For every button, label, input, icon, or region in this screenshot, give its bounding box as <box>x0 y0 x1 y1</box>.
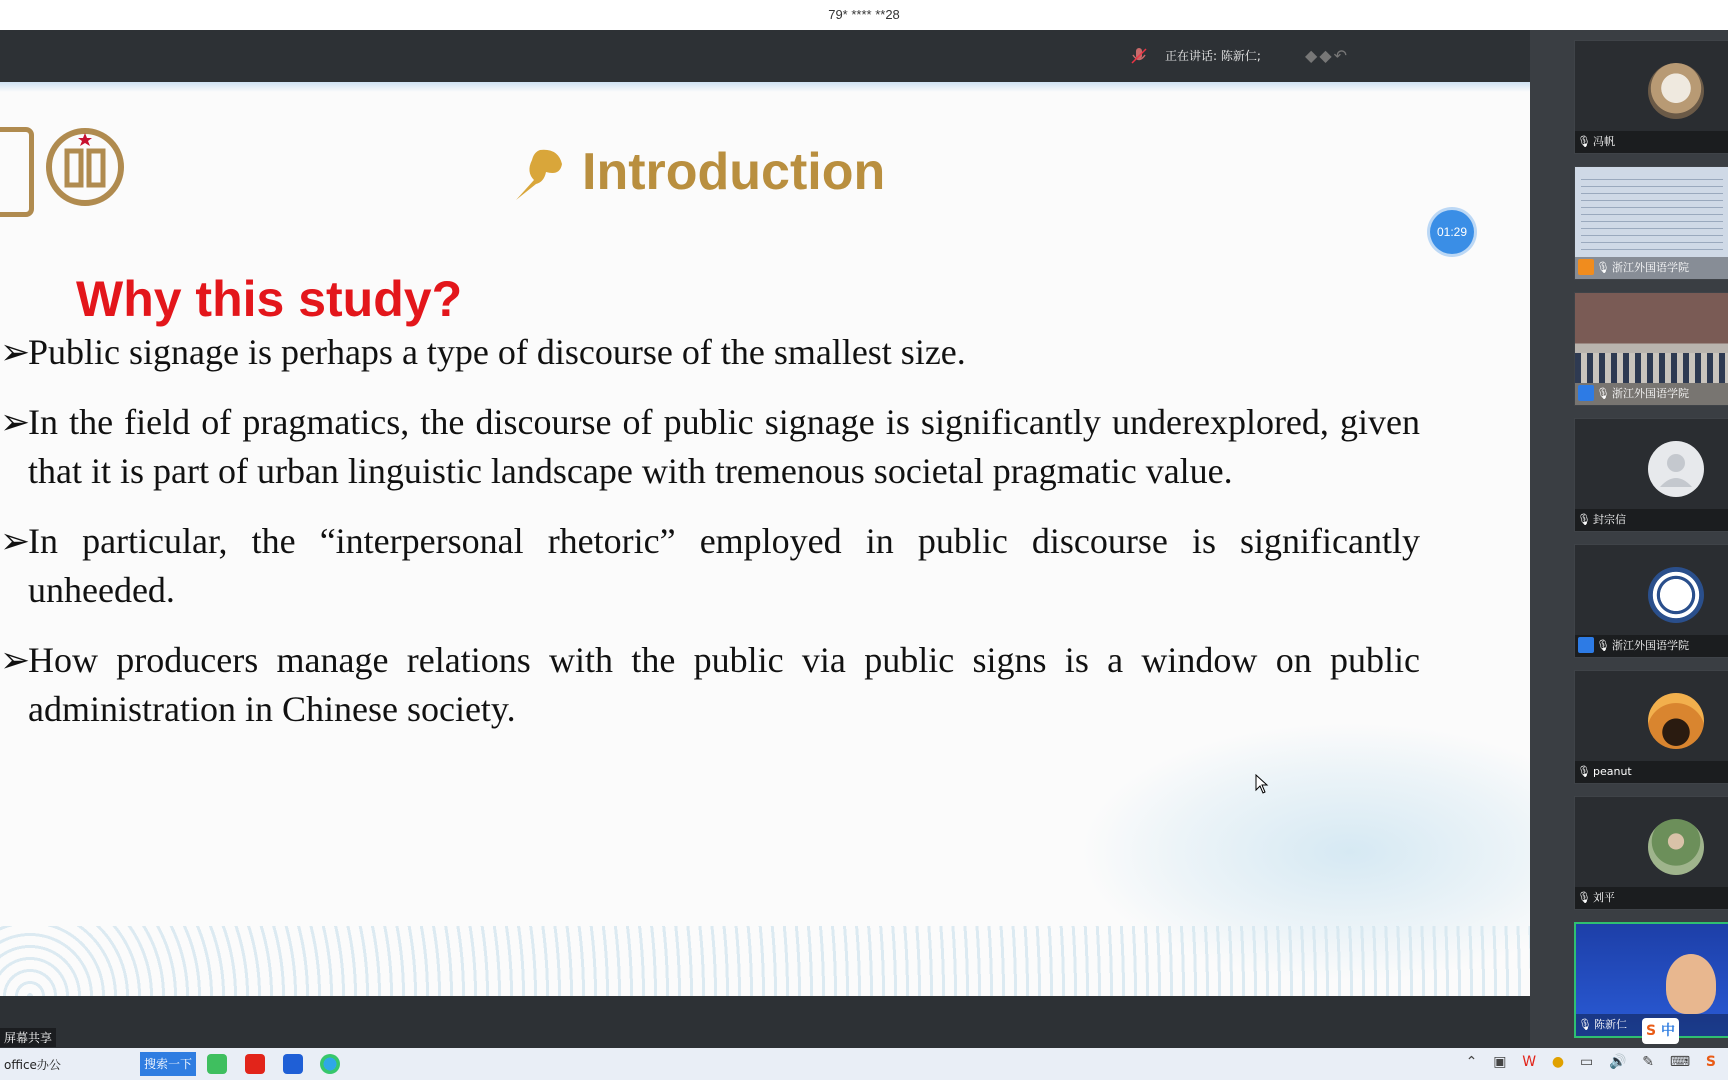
chevron-up-icon[interactable]: ⌃ <box>1465 1054 1478 1070</box>
annotation-tools[interactable] <box>1305 46 1349 65</box>
pen-tool-icon[interactable]: ◆ <box>1305 46 1320 65</box>
participant-name: peanut <box>1593 765 1632 778</box>
seal-logo <box>45 127 125 207</box>
participant-name-bar <box>1575 257 1728 279</box>
photo-avatar <box>1648 819 1704 875</box>
participant-name: 浙江外国语学院 <box>1612 639 1689 652</box>
sogou-tray-icon[interactable]: S <box>1705 1054 1716 1070</box>
bullet-item <box>0 328 1420 377</box>
arrow-bullet-icon: ➢ <box>0 640 31 680</box>
ime-mode: 中 <box>1660 1023 1675 1039</box>
host-person-icon <box>1578 259 1594 275</box>
mic-muted-icon: 🎙 <box>1596 387 1610 400</box>
wps-icon[interactable] <box>245 1054 265 1074</box>
mic-muted-icon: 🎙 <box>1577 513 1591 526</box>
edge-browser-icon[interactable] <box>320 1054 340 1074</box>
meeting-app-icon[interactable] <box>283 1054 303 1074</box>
person-silhouette-icon <box>1648 441 1704 497</box>
shared-slide <box>0 82 1530 996</box>
mic-icon: 🎙 <box>1578 1018 1592 1031</box>
mouse-cursor-icon <box>1255 774 1269 794</box>
taskbar <box>0 1048 1728 1080</box>
window-title: 79* **** **28 <box>828 7 900 22</box>
slide-top-band <box>0 82 1530 92</box>
participant-name-bar <box>1575 131 1728 153</box>
window-title-bar <box>0 0 1728 30</box>
slide-heading: Why this study? <box>76 271 463 327</box>
participant-name: 浙江外国语学院 <box>1612 261 1689 274</box>
volume-icon[interactable]: 🔊 <box>1609 1054 1627 1070</box>
speaker-bar <box>0 30 1530 82</box>
mic-muted-icon: 🎙 <box>1577 135 1591 148</box>
ime-indicator[interactable] <box>1642 1018 1679 1044</box>
participant-name: 浙江外国语学院 <box>1612 387 1689 400</box>
bullet-item <box>0 517 1420 615</box>
bullet-text: In the field of pragmatics, the discourse of public signage is significantly underexplored, given that it is part of urban linguistic landscape with tremenous societal pragmatic value. <box>28 402 1420 491</box>
search-button[interactable]: 搜索一下 <box>140 1052 196 1076</box>
participant-tile[interactable] <box>1574 670 1728 784</box>
participant-name: 冯帆 <box>1593 135 1615 148</box>
participant-tile[interactable] <box>1574 166 1728 280</box>
participant-tile[interactable] <box>1574 544 1728 658</box>
person-icon <box>1578 637 1594 653</box>
speaker-video <box>1666 954 1716 1014</box>
share-bottom-bar <box>0 996 1530 1048</box>
undo-icon[interactable]: ↶ <box>1333 46 1350 65</box>
participant-tile[interactable] <box>1574 796 1728 910</box>
participant-tile[interactable] <box>1574 418 1728 532</box>
office-label[interactable]: office办公 <box>4 1058 61 1072</box>
pen-icon[interactable]: ✎ <box>1642 1054 1655 1070</box>
participant-name-bar <box>1575 509 1728 531</box>
bullet-item <box>0 398 1420 496</box>
university-emblem-logo <box>0 127 34 217</box>
bullet-text: In particular, the “interpersonal rhetoric” employed in public discourse is significantly unheeded. <box>28 521 1420 610</box>
wave-pattern <box>0 926 1530 996</box>
screen-share-label[interactable]: 屏幕共享 <box>0 1028 56 1047</box>
wechat-icon[interactable] <box>207 1054 227 1074</box>
mic-muted-icon: 🎙 <box>1596 639 1610 652</box>
cat-sunset-avatar <box>1648 693 1704 749</box>
participant-name-bar <box>1575 761 1728 783</box>
keyboard-icon[interactable]: ⌨ <box>1669 1054 1691 1070</box>
bullet-item <box>0 636 1420 734</box>
ginkgo-leaf-icon <box>510 142 570 202</box>
system-tray <box>1466 1054 1728 1074</box>
mic-icon: 🎙 <box>1596 261 1610 274</box>
current-speaker-label: 正在讲话: 陈新仁; <box>1165 49 1261 63</box>
participant-name: 刘平 <box>1593 891 1615 904</box>
tray-app-icon[interactable]: ▣ <box>1493 1054 1507 1070</box>
participant-name: 封宗信 <box>1593 513 1626 526</box>
mic-muted-icon: 🎙 <box>1577 765 1591 778</box>
slide-title: Introduction <box>582 143 886 201</box>
default-person-avatar <box>1648 441 1704 497</box>
arrow-bullet-icon: ➢ <box>0 402 31 442</box>
arrow-bullet-icon: ➢ <box>0 521 31 561</box>
participant-tile[interactable] <box>1574 292 1728 406</box>
participant-name: 陈新仁 <box>1594 1018 1627 1031</box>
wps-tray-icon[interactable]: W <box>1522 1054 1537 1070</box>
participant-name-bar <box>1575 383 1728 405</box>
sogou-s-icon: S <box>1646 1023 1657 1039</box>
bullet-text: Public signage is perhaps a type of discourse of the smallest size. <box>28 332 966 372</box>
participant-name-bar <box>1575 887 1728 909</box>
mic-muted-icon <box>1128 45 1150 67</box>
teddy-bear-avatar <box>1648 63 1704 119</box>
bullet-text: How producers manage relations with the public via public signs is a window on public administration in Chinese society. <box>28 640 1420 729</box>
arrow-bullet-icon: ➢ <box>0 332 31 372</box>
highlight-tool-icon[interactable]: ◆ <box>1319 46 1334 65</box>
participant-name-bar <box>1575 635 1728 657</box>
tray-app-icon[interactable]: ● <box>1551 1054 1565 1070</box>
slide-thumbnail-video <box>1581 173 1723 251</box>
participant-panel <box>1530 30 1728 1048</box>
participant-tile[interactable] <box>1574 40 1728 154</box>
meeting-room-video <box>1575 353 1728 383</box>
battery-icon[interactable]: ▭ <box>1579 1054 1594 1070</box>
bullet-list <box>0 328 1420 755</box>
recording-timer[interactable]: 01:29 <box>1430 210 1474 254</box>
person-icon <box>1578 385 1594 401</box>
mic-muted-icon: 🎙 <box>1577 891 1591 904</box>
university-logo-avatar <box>1648 567 1704 623</box>
